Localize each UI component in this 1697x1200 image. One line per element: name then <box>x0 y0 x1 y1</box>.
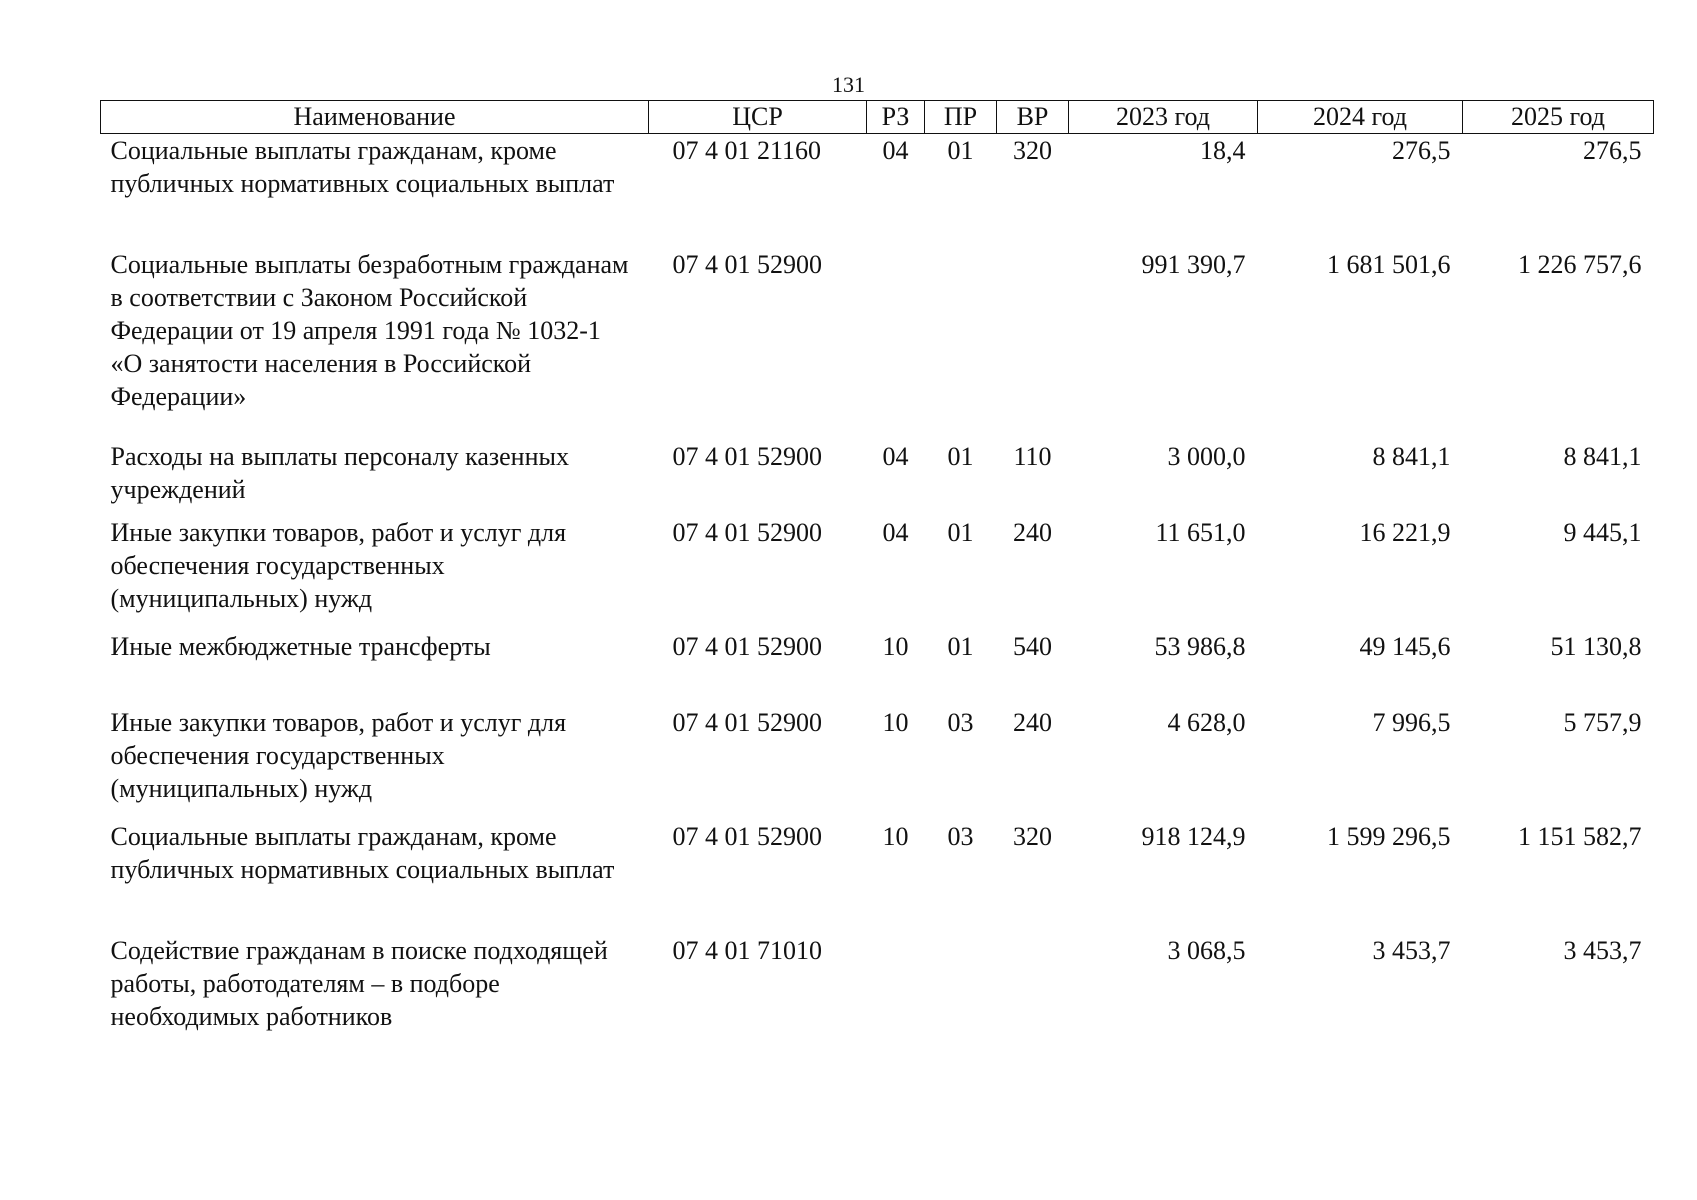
header-vr: ВР <box>997 101 1069 134</box>
row-2024: 49 145,6 <box>1359 631 1451 661</box>
row-pr: 03 <box>947 707 974 737</box>
row-pr <box>925 934 997 1044</box>
table-row <box>101 440 1654 516</box>
page-number: 131 <box>832 72 865 97</box>
row-pr <box>925 248 997 440</box>
row-rz <box>867 248 925 440</box>
row-name: Социальные выплаты безработным гражданам в соответствии с Законом Российской Федерации от 19 апреля 1991 года № 1032-1 «О занятости населения в Российской Федерации» <box>110 249 629 411</box>
row-name: Социальные выплаты гражданам, кроме публичных нормативных социальных выплат <box>110 136 615 198</box>
row-rz: 10 <box>882 821 909 851</box>
row-2024: 1 681 501,6 <box>1327 249 1451 279</box>
row-pr: 01 <box>947 441 974 471</box>
header-rz: РЗ <box>867 101 925 134</box>
header-row <box>101 101 1654 134</box>
row-vr: 540 <box>1013 631 1052 661</box>
row-vr: 110 <box>1013 441 1052 471</box>
row-name: Иные межбюджетные трансферты <box>110 631 491 661</box>
row-2024: 1 599 296,5 <box>1327 821 1451 851</box>
row-2025: 1 151 582,7 <box>1518 821 1642 851</box>
row-2023: 3 068,5 <box>1167 935 1246 965</box>
row-2025: 3 453,7 <box>1563 935 1642 965</box>
row-2023: 991 390,7 <box>1141 249 1246 279</box>
row-2023: 11 651,0 <box>1155 517 1246 547</box>
row-2025: 276,5 <box>1583 136 1642 165</box>
row-2025: 5 757,9 <box>1563 707 1642 737</box>
table-body <box>101 134 1654 1044</box>
row-pr: 01 <box>947 517 974 547</box>
row-2024: 7 996,5 <box>1372 707 1451 737</box>
table-row <box>101 630 1654 706</box>
row-rz: 04 <box>882 517 909 547</box>
row-vr <box>997 934 1069 1044</box>
row-2025: 51 130,8 <box>1550 631 1642 661</box>
row-csr: 07 4 01 52900 <box>672 631 822 661</box>
table-row <box>101 248 1654 440</box>
row-2023: 3 000,0 <box>1167 441 1246 471</box>
table-row <box>101 516 1654 630</box>
row-2025: 1 226 757,6 <box>1518 249 1642 279</box>
header-2023: 2023 год <box>1069 101 1258 134</box>
row-rz <box>867 934 925 1044</box>
row-rz: 04 <box>882 136 909 165</box>
table-header <box>101 101 1654 134</box>
table-row <box>101 820 1654 934</box>
row-csr: 07 4 01 52900 <box>672 441 822 471</box>
header-2025: 2025 год <box>1463 101 1654 134</box>
row-csr: 07 4 01 71010 <box>672 935 822 965</box>
row-vr <box>997 248 1069 440</box>
row-csr: 07 4 01 52900 <box>672 707 822 737</box>
row-csr: 07 4 01 52900 <box>672 517 822 547</box>
row-name: Содействие гражданам в поиске подходящей работы, работодателям – в подборе необходимых работников <box>110 935 608 1031</box>
header-2024: 2024 год <box>1258 101 1463 134</box>
row-2024: 276,5 <box>1392 136 1451 165</box>
row-rz: 04 <box>882 441 909 471</box>
row-2024: 16 221,9 <box>1359 517 1451 547</box>
row-name: Расходы на выплаты персоналу казенных учреждений <box>110 441 569 504</box>
row-2023: 4 628,0 <box>1167 707 1246 737</box>
row-rz: 10 <box>882 707 909 737</box>
row-name: Социальные выплаты гражданам, кроме публичных нормативных социальных выплат <box>110 821 615 884</box>
row-rz: 10 <box>882 631 909 661</box>
row-2025: 9 445,1 <box>1563 517 1642 547</box>
table-row <box>101 706 1654 820</box>
row-vr: 320 <box>1013 821 1052 851</box>
row-pr: 01 <box>947 136 974 165</box>
row-csr: 07 4 01 52900 <box>672 821 822 851</box>
row-pr: 01 <box>947 631 974 661</box>
row-csr: 07 4 01 52900 <box>672 249 822 279</box>
table-row <box>101 934 1654 1044</box>
table-row <box>101 134 1654 248</box>
row-2023: 53 986,8 <box>1154 631 1246 661</box>
header-csr: ЦСР <box>649 101 867 134</box>
row-name: Иные закупки товаров, работ и услуг для обеспечения государственных (муниципальных) нужд <box>110 707 567 803</box>
row-vr: 240 <box>1013 707 1052 737</box>
row-pr: 03 <box>947 821 974 851</box>
row-csr: 07 4 01 21160 <box>672 136 822 165</box>
budget-table <box>100 100 1654 1044</box>
row-2024: 3 453,7 <box>1372 935 1451 965</box>
row-vr: 240 <box>1013 517 1052 547</box>
row-vr: 320 <box>1013 136 1052 165</box>
row-name: Иные закупки товаров, работ и услуг для обеспечения государственных (муниципальных) нужд <box>110 517 567 613</box>
row-2023: 18,4 <box>1200 136 1246 165</box>
row-2023: 918 124,9 <box>1141 821 1246 851</box>
row-2024: 8 841,1 <box>1372 441 1451 471</box>
header-pr: ПР <box>925 101 997 134</box>
header-name: Наименование <box>101 101 649 134</box>
row-2025: 8 841,1 <box>1563 441 1642 471</box>
